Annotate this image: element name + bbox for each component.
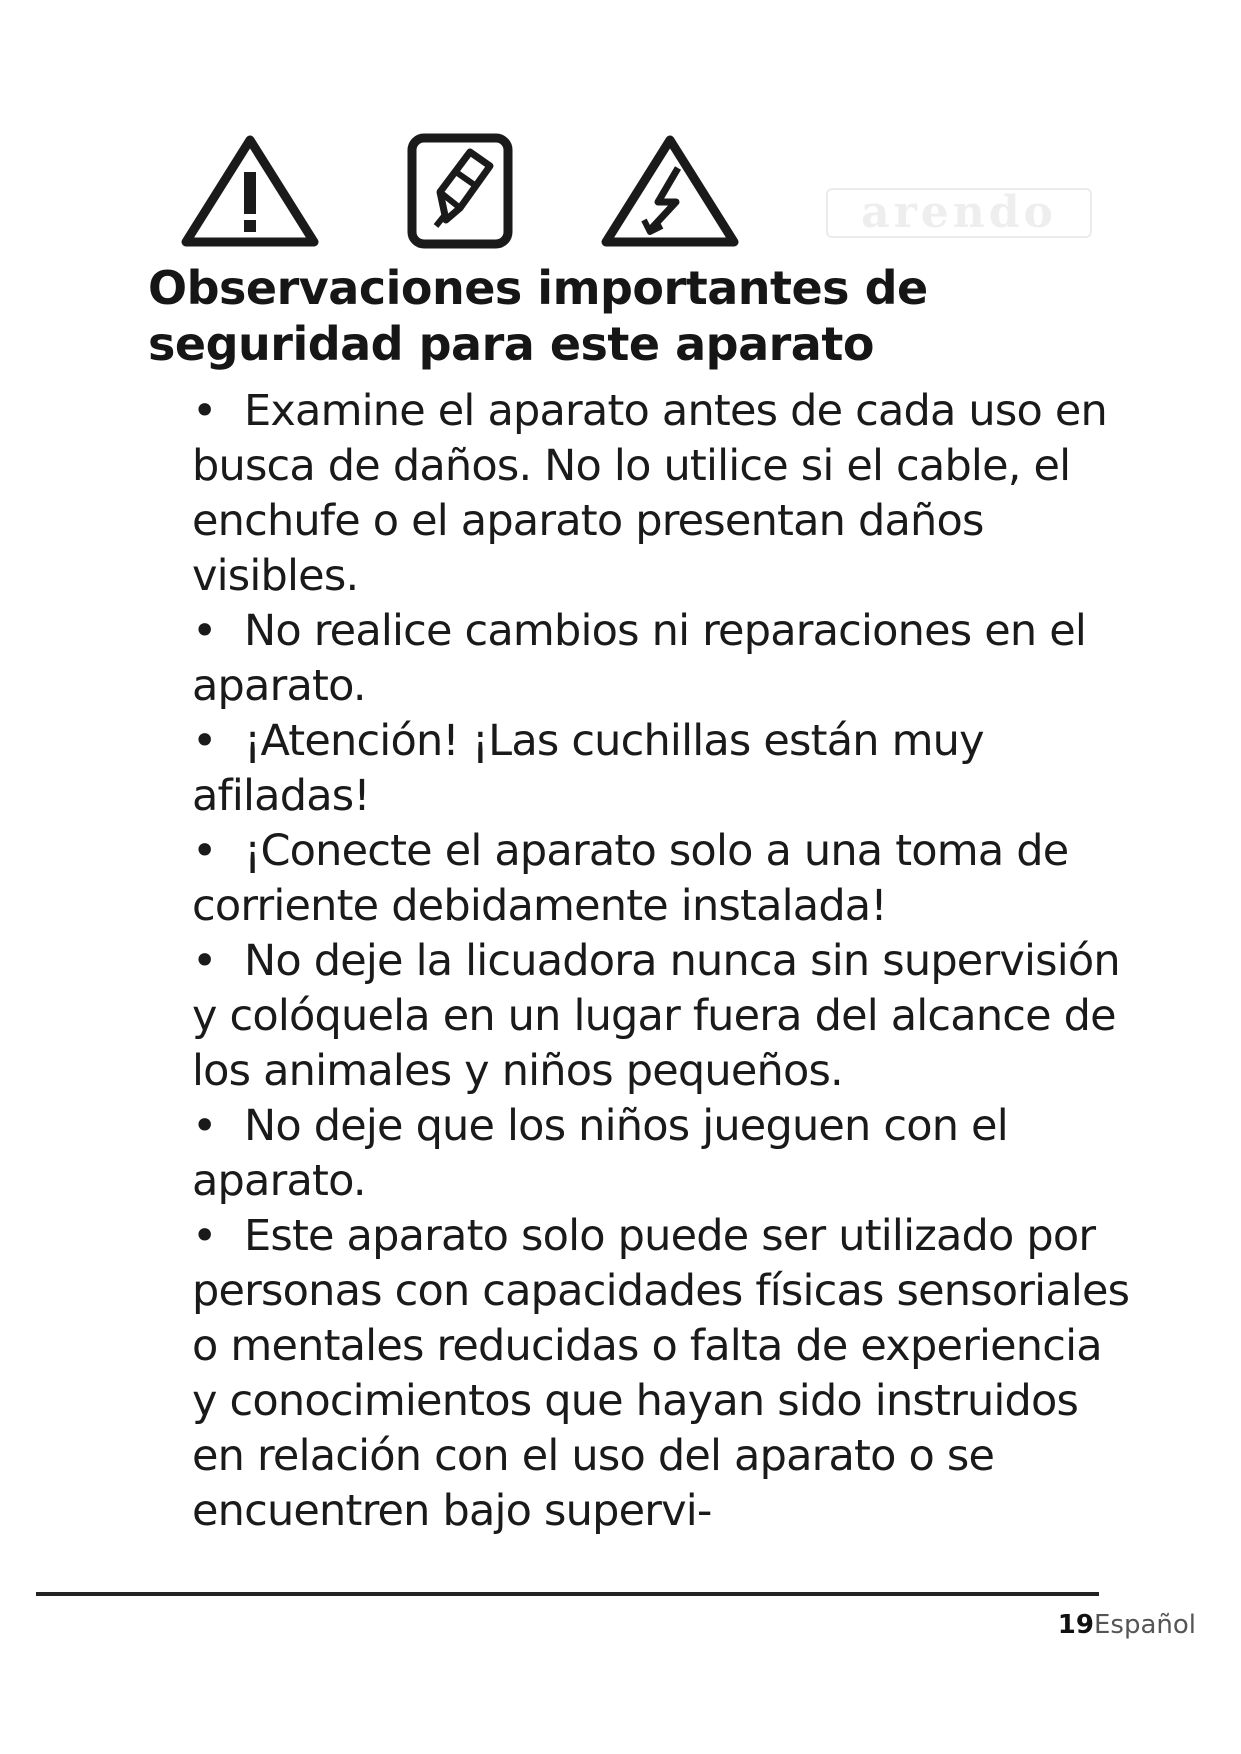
bullet: • [192,386,217,436]
safety-list [192,384,1130,1539]
bullet: • [192,606,217,656]
footer-divider [36,1592,1099,1596]
bullet: • [192,936,217,986]
page-number: 19 [1057,1610,1094,1640]
list-item-text: ¡Conecte el aparato solo a una toma de corriente debidamente instalada! [192,826,1069,931]
list-item [192,1099,1130,1209]
list-item [192,714,1130,824]
footer-language: Español [1093,1610,1196,1640]
electric-hazard-icon [600,132,740,250]
bullet: • [192,716,217,766]
read-manual-icon [406,132,514,250]
list-item-text: Examine el aparato antes de cada uso en busca de daños. No lo utilice si el cable, el enchufe o el aparato presentan daños visibles. [192,386,1107,601]
list-item-text: No deje la licuadora nunca sin supervisión y colóquela en un lugar fuera del alcance de los animales y niños pequeños. [192,936,1120,1096]
brand-watermark: arendo [826,188,1092,238]
list-item [192,384,1130,604]
section-title: Observaciones importantes de seguridad para este aparato [148,261,928,371]
list-item [192,1209,1130,1539]
list-item [192,934,1130,1099]
list-item-text: ¡Atención! ¡Las cuchillas están muy afiladas! [192,716,984,821]
list-item [192,604,1130,714]
bullet: • [192,826,217,876]
safety-icons-row [180,132,760,252]
list-item-text: Este aparato solo puede ser utilizado por personas con capacidades físicas sensoriales o mentales reducidas o falta de experiencia y conocimientos que hayan sido instruidos en relación con el uso del aparato o se encuentren bajo supervi- [192,1211,1130,1536]
list-item-text: No deje que los niños jueguen con el aparato. [192,1101,1008,1206]
list-item-text: No realice cambios ni reparaciones en el aparato. [192,606,1087,711]
page-footer [1058,1609,1196,1641]
bullet: • [192,1211,217,1261]
list-item [192,824,1130,934]
warning-triangle-icon [180,132,320,250]
bullet: • [192,1101,217,1151]
